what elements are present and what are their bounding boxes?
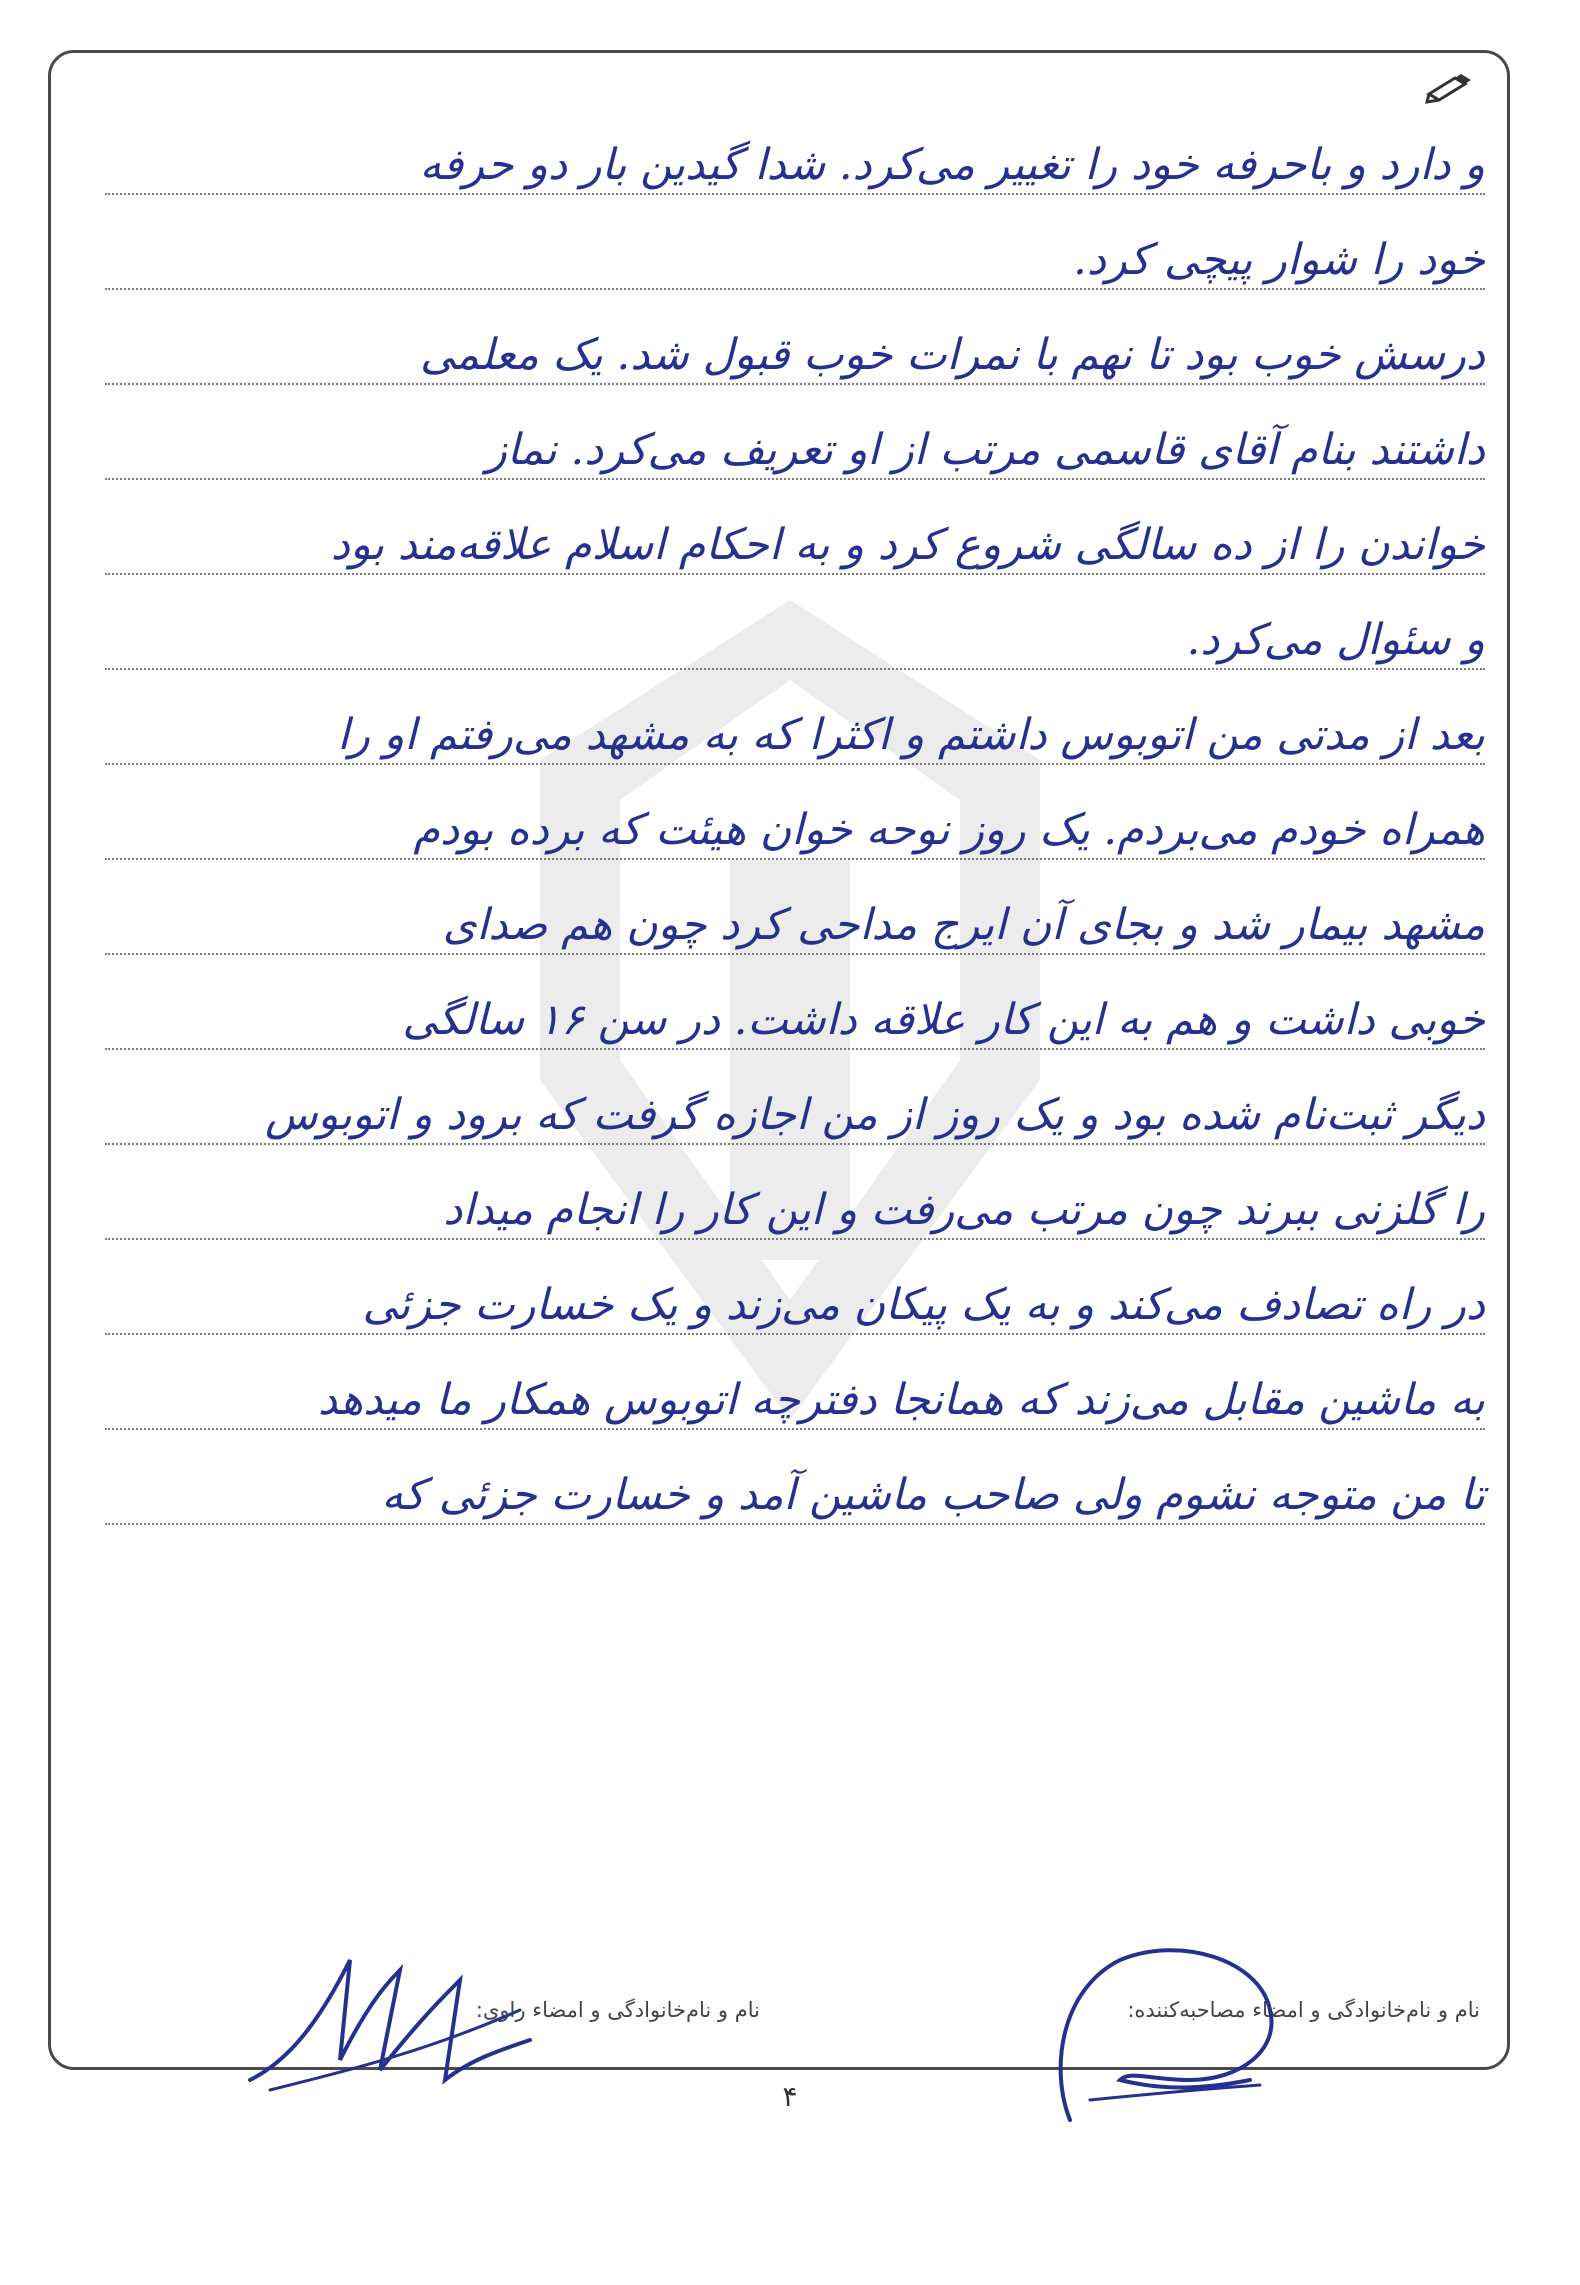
handwritten-text: در راه تصادف می‌کند و به یک پیکان می‌زند و یک خسارت جزئی — [362, 1279, 1485, 1330]
handwritten-text: تا من متوجه نشوم ولی صاحب ماشین آمد و خسارت جزئی که — [381, 1469, 1485, 1520]
ruled-line — [105, 1335, 1485, 1430]
handwritten-text: همراه خودم می‌بردم. یک روز نوحه خوان هیئت که برده بودم — [413, 804, 1485, 855]
ruled-line — [105, 955, 1485, 1050]
handwritten-text: بعد از مدتی من اتوبوس داشتم و اکثرا که به مشهد می‌رفتم او را — [337, 709, 1485, 760]
ruled-line — [105, 765, 1485, 860]
ruled-line — [105, 100, 1485, 195]
handwritten-body — [105, 100, 1485, 1525]
ruled-line — [105, 1430, 1485, 1525]
ruled-line — [105, 195, 1485, 290]
narrator-signature-label: نام و نام‌خانوادگی و امضاء راوی: — [475, 1998, 760, 2022]
ruled-line — [105, 385, 1485, 480]
handwritten-text: داشتند بنام آقای قاسمی مرتب از او تعریف می‌کرد. نماز — [486, 424, 1485, 475]
handwritten-text: خواندن را از ده سالگی شروع کرد و به احکام اسلام علاقه‌مند بود — [330, 519, 1485, 570]
ruled-line — [105, 480, 1485, 575]
interviewer-signature-label: نام و نام‌خانوادگی و امضاء مصاحبه‌کننده: — [1127, 1998, 1480, 2022]
handwritten-text: دیگر ثبت‌نام شده بود و یک روز از من اجازه گرفت که برود و اتوبوس — [265, 1089, 1485, 1140]
ruled-line — [105, 670, 1485, 765]
page-number: ۴ — [782, 2080, 798, 2113]
handwritten-text: درسش خوب بود تا نهم با نمرات خوب قبول شد. یک معلمی — [420, 329, 1485, 380]
ruled-line — [105, 290, 1485, 385]
ruled-line — [105, 1240, 1485, 1335]
ruled-line — [105, 1050, 1485, 1145]
handwritten-text: خوبی داشت و هم به این کار علاقه داشت. در سن ۱۶ سالگی — [402, 994, 1485, 1045]
ruled-line — [105, 1145, 1485, 1240]
handwritten-text: و سئوال می‌کرد. — [1186, 614, 1485, 665]
ruled-line — [105, 860, 1485, 955]
ruled-line — [105, 575, 1485, 670]
handwritten-text: را گلزنی ببرند چون مرتب می‌رفت و این کار را انجام میداد — [443, 1184, 1485, 1235]
handwritten-text: و دارد و باحرفه خود را تغییر می‌کرد. شدا گیدین بار دو حرفه — [419, 139, 1485, 190]
handwritten-text: به ماشین مقابل می‌زند که همانجا دفترچه اتوبوس همکار ما میدهد — [317, 1374, 1485, 1425]
handwritten-text: خود را شوار پیچی کرد. — [1073, 234, 1485, 285]
handwritten-text: مشهد بیمار شد و بجای آن ایرج مداحی کرد چون هم صدای — [442, 899, 1485, 950]
